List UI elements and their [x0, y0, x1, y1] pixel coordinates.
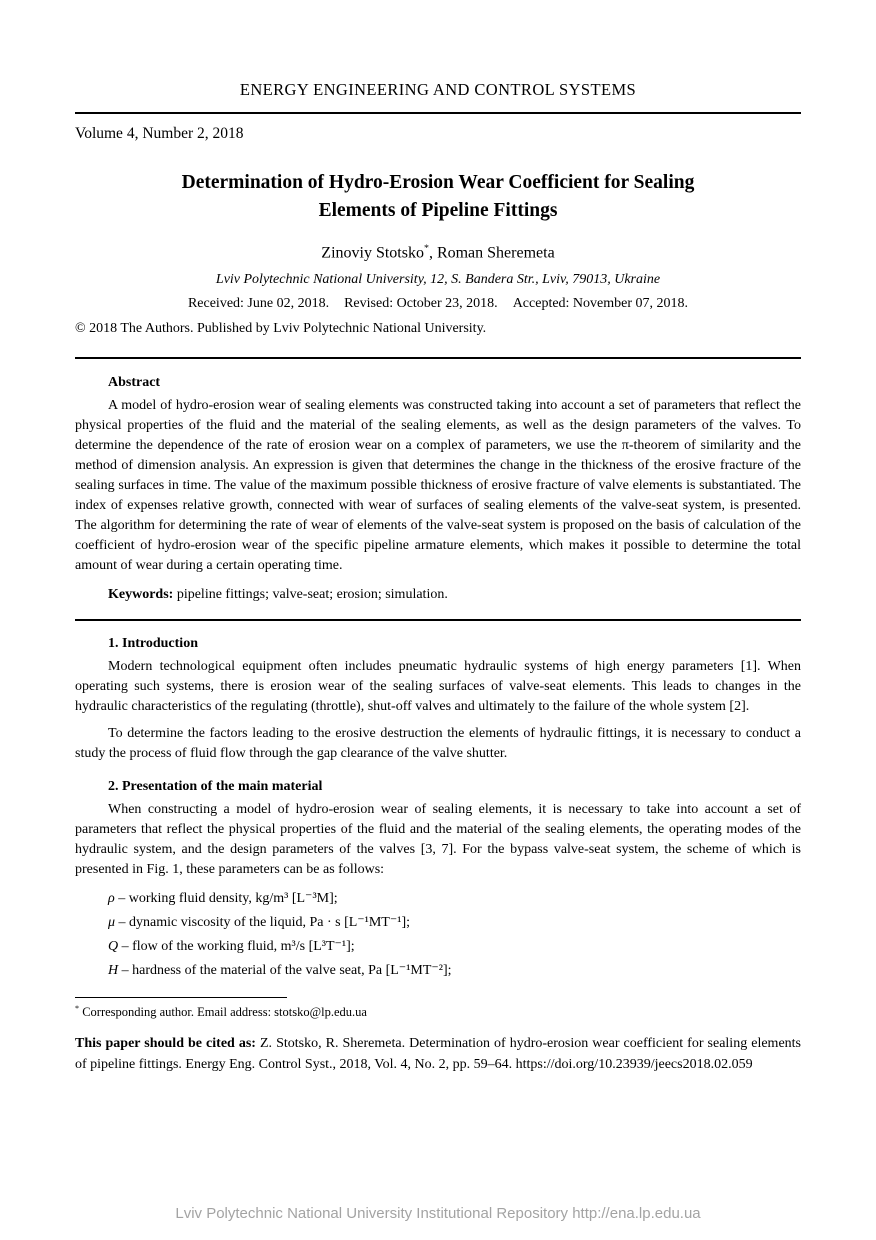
parameter-item-flow — [108, 935, 801, 959]
revised-date: Revised: October 23, 2018. — [344, 295, 498, 311]
footnote-and-citation-block — [75, 997, 801, 1075]
citation-block — [75, 1033, 801, 1075]
section-1-heading: 1. Introduction — [108, 635, 198, 651]
parameter-symbol: H — [108, 962, 119, 978]
parameter-symbol: Q — [108, 938, 119, 954]
page-content — [0, 80, 876, 1075]
article-title — [75, 169, 801, 224]
footnote-text: Corresponding author. Email address: stotsko@lp.edu.ua — [79, 1004, 367, 1019]
parameter-text: – working fluid density, kg/m³ [L⁻³M]; — [114, 890, 338, 906]
section-1-paragraph-2: To determine the factors leading to the erosive destruction the elements of hydraulic fittings, it is necessary to conduct a study the process of fluid flow through the gap clearance of the valve shutter. — [75, 725, 801, 761]
footnote-mark: * — [75, 1003, 80, 1013]
abstract-text: A model of hydro-erosion wear of sealing elements was constructed taking into account a set of parameters that reflect the physical properties of the fluid and the material of the sealing elements, as well as the design parameters of the valves. To determine the dependence of the rate of erosion wear on a complex of parameters, we use the π-theorem of similarity and the method of dimension analysis. An expression is given that determines the change in the thickness of the erosive fracture of the sealing surfaces in time. The value of the maximum possible thickness of erosive fracture of valve elements is substantiated. The index of expenses relative growth, connected with wear of surfaces of sealing elements of the valve-seat system, is presented. The algorithm for determining the rate of wear of elements of the valve-seat system is proposed on the basis of calculation of the coefficient of hydro-erosion wear of the specific pipeline armature elements, which makes it possible to determine the total amount of wear during a certain operating time. — [75, 397, 801, 573]
abstract-heading: Abstract — [108, 374, 161, 390]
header-divider — [75, 112, 801, 114]
keywords-label: Keywords: — [108, 586, 174, 602]
journal-title: ENERGY ENGINEERING AND CONTROL SYSTEMS — [239, 80, 637, 99]
affiliation-line: Lviv Polytechnic National University, 12, S. Bandera Str., Lviv, 79013, Ukraine — [215, 271, 661, 287]
citation-text: Z. Stotsko, R. Sheremeta. Determination of hydro-erosion wear coefficient for sealing elements of pipeline fittings. Energy Eng. Control Syst., 2018, Vol. 4, No. 2, pp. 59–64. https://doi.org/10.23939/jeecs2018.02.059 — [75, 1035, 801, 1072]
abstract-top-divider — [75, 357, 801, 359]
section-2-heading: 2. Presentation of the main material — [108, 778, 323, 794]
section-main-material — [75, 779, 801, 983]
volume-issue-line: Volume 4, Number 2, 2018 — [75, 125, 244, 142]
section-1-paragraph-1: Modern technological equipment often includes pneumatic hydraulic systems of high energy parameters [1]. When operating such systems, there is erosion wear of the sealing surfaces of valve-seat elements. This leads to changes in the hydraulic characteristics of the regulating (throttle), shut-off valves and ultimately to the failure of the whole system [2]. — [75, 658, 801, 714]
parameter-symbol: ρ — [108, 890, 115, 906]
parameter-item-hardness — [108, 959, 801, 983]
parameter-text: – hardness of the material of the valve seat, Pa [L⁻¹MT⁻²]; — [118, 962, 452, 978]
abstract-section — [75, 375, 801, 605]
received-date: Received: June 02, 2018. — [187, 295, 330, 311]
parameter-text: – flow of the working fluid, m³/s [L³T⁻¹]; — [118, 938, 355, 954]
keywords-text: pipeline fittings; valve-seat; erosion; simulation. — [173, 586, 448, 602]
author-2: , Roman Sheremeta — [428, 244, 555, 262]
authors-line — [75, 243, 801, 262]
article-title-line-1: Determination of Hydro-Erosion Wear Coefficient for Sealing — [181, 172, 695, 193]
keywords-line — [75, 585, 801, 605]
author-1: Zinoviy Stotsko — [321, 244, 424, 262]
article-title-line-2: Elements of Pipeline Fittings — [318, 199, 558, 221]
copyright-line: © 2018 The Authors. Published by Lviv Polytechnic National University. — [75, 320, 487, 336]
parameter-symbol: μ — [108, 914, 116, 930]
accepted-date: Accepted: November 07, 2018. — [512, 295, 689, 311]
footnote-divider — [75, 997, 287, 998]
dates-line — [75, 296, 801, 312]
parameter-item-density — [108, 887, 801, 911]
parameter-list — [108, 887, 801, 983]
section-introduction — [75, 636, 801, 764]
keywords-bottom-divider — [75, 619, 801, 621]
corresponding-author-mark: * — [423, 243, 429, 255]
corresponding-author-footnote — [75, 1004, 801, 1020]
repository-footer: Lviv Polytechnic National University Institutional Repository http://ena.lp.edu.ua — [175, 1205, 701, 1222]
parameter-item-viscosity — [108, 911, 801, 935]
citation-label: This paper should be cited as: — [75, 1035, 256, 1051]
section-2-paragraph-1: When constructing a model of hydro-erosion wear of sealing elements, it is necessary to take into account a set of parameters that reflect the physical properties of the fluid and the material of the sealing elements, the operating modes of the hydraulic system, and the design parameters of the valves [3, 7]. For the bypass valve-seat system, the scheme of which is presented in Fig. 1, these parameters can be as follows: — [75, 801, 801, 877]
parameter-text: – dynamic viscosity of the liquid, Pa · s [L⁻¹MT⁻¹]; — [115, 914, 411, 930]
